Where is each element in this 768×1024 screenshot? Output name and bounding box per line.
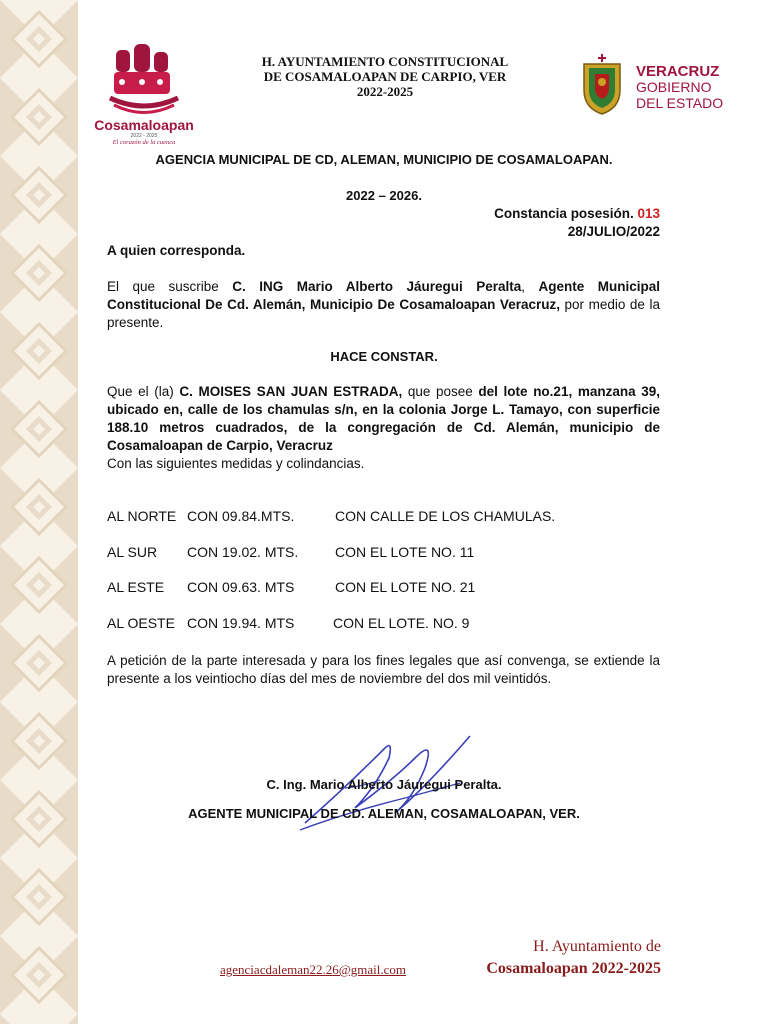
signer-name: C. Ing. Mario Alberto Jáuregui Peralta. bbox=[266, 777, 502, 792]
constancia-label: Constancia posesión. bbox=[494, 206, 634, 221]
measurement-direction: AL OESTE bbox=[107, 615, 175, 631]
footer-organization bbox=[440, 936, 661, 980]
body-paragraph bbox=[107, 383, 660, 473]
hace-constar-heading: HACE CONSTAR. bbox=[330, 349, 438, 364]
measurement-row-west bbox=[107, 615, 469, 631]
measurement-direction: AL ESTE bbox=[107, 579, 165, 595]
measurement-boundary: CON EL LOTE NO. 21 bbox=[335, 579, 476, 595]
header-title bbox=[240, 54, 530, 99]
logo-slogan: El corazón de la cuenca bbox=[112, 139, 176, 146]
body-measurements-intro: Con las siguientes medidas y colindancias. bbox=[107, 456, 365, 471]
intro-text-2: , bbox=[521, 279, 539, 294]
veracruz-line-2: GOBIERNO bbox=[636, 79, 712, 95]
body-text-2: que posee bbox=[402, 384, 479, 399]
measurement-row-south bbox=[107, 544, 474, 560]
measurement-boundary: CON EL LOTE NO. 11 bbox=[335, 544, 475, 560]
intro-text-3: por medio de la presente. bbox=[107, 297, 660, 330]
salutation: A quien corresponda. bbox=[107, 243, 246, 258]
measurement-direction: AL SUR bbox=[107, 544, 158, 560]
header-title-line-2: DE COSAMALOAPAN DE CARPIO, VER bbox=[263, 69, 507, 84]
intro-signer-name: C. ING Mario Alberto Jáuregui Peralta bbox=[232, 279, 522, 294]
closing-paragraph: A petición de la parte interesada y para los fines legales que así convenga, se extiende la presente a los veintiocho días del mes de noviembre del dos mil veintidós. bbox=[107, 653, 660, 686]
footer-org-line-1: H. Ayuntamiento de bbox=[533, 938, 661, 955]
body-owner-name: C. MOISES SAN JUAN ESTRADA, bbox=[179, 384, 403, 399]
measurement-boundary: CON CALLE DE LOS CHAMULAS. bbox=[335, 508, 556, 524]
intro-text-1: El que suscribe bbox=[107, 279, 233, 294]
header-title-line-1: H. AYUNTAMIENTO CONSTITUCIONAL bbox=[261, 54, 509, 69]
intro-paragraph bbox=[107, 278, 660, 332]
header-title-line-3: 2022-2025 bbox=[356, 84, 414, 99]
veracruz-logo bbox=[578, 52, 728, 118]
measurement-length: CON 09.84.MTS. bbox=[187, 508, 295, 524]
constancia-line bbox=[380, 206, 660, 221]
measurement-length: CON 09.63. MTS bbox=[187, 579, 295, 595]
body-property-description: del lote no.21, manzana 39, ubicado en, calle de los chamulas s/n, en la colonia Jorge L. Tamayo, con superficie 188.10 metros cuadrados, de la congregación de Cd. Alemán, municipio de Cosamaloapan de Carpio, Veracruz bbox=[107, 384, 660, 453]
measurement-direction: AL NORTE bbox=[107, 508, 177, 524]
footer-org-line-2: Cosamaloapan 2022-2025 bbox=[486, 960, 661, 977]
municipal-logo-icon bbox=[88, 42, 200, 146]
measurement-row-east bbox=[107, 579, 475, 595]
veracruz-line-3: DEL ESTADO bbox=[636, 95, 724, 111]
agency-title: AGENCIA MUNICIPAL DE CD, ALEMAN, MUNICIPIO DE COSAMALOAPAN. bbox=[155, 152, 613, 167]
logo-brand: Cosamaloapan bbox=[94, 117, 194, 133]
body-text-1: Que el (la) bbox=[107, 384, 180, 399]
measurement-length: CON 19.02. MTS. bbox=[187, 544, 299, 560]
veracruz-coat-of-arms-icon bbox=[578, 52, 728, 118]
document-date: 28/JULIO/2022 bbox=[567, 224, 660, 239]
municipal-logo bbox=[88, 42, 200, 146]
intro-signer-role: Agente Municipal Constitucional De Cd. Alemán, Municipio De Cosamaloapan Veracruz, bbox=[107, 279, 660, 312]
veracruz-line-1: VERACRUZ bbox=[636, 63, 720, 80]
measurement-length: CON 19.94. MTS bbox=[187, 615, 295, 631]
signer-role: AGENTE MUNICIPAL DE CD. ALEMAN, COSAMALOAPAN, VER. bbox=[188, 806, 580, 821]
contact-email[interactable]: agenciacdaleman22.26@gmail.com bbox=[220, 962, 406, 977]
measurement-boundary: CON EL LOTE. NO. 9 bbox=[333, 615, 470, 631]
constancia-number: 013 bbox=[637, 206, 660, 221]
period: 2022 – 2026. bbox=[346, 188, 422, 203]
measurement-row-north bbox=[107, 508, 555, 524]
logo-period: 2022 - 2025 bbox=[130, 133, 158, 139]
